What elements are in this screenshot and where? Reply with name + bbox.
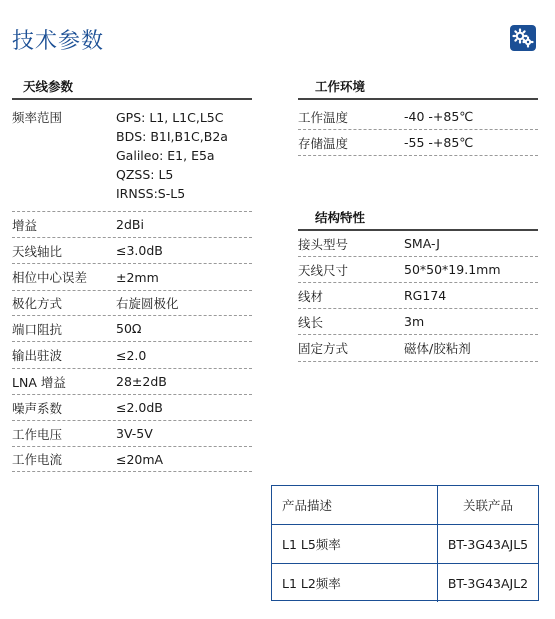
table-row (298, 335, 538, 362)
param-value (116, 319, 252, 338)
param-value (116, 294, 252, 313)
param-value: -55 -+85℃ (404, 135, 474, 150)
product-description: L1 L2频率 (272, 564, 438, 603)
antenna-section-heading: 天线参数 (23, 79, 74, 94)
param-name: 存储温度 (298, 135, 349, 151)
table-row (12, 102, 252, 212)
products-header-related: 关联产品 (438, 486, 539, 525)
param-value-line: ≤2.0 (116, 347, 147, 363)
product-model: BT-3G43AJL5 (438, 525, 539, 564)
table-row (298, 309, 538, 335)
param-value-line: 2dBi (116, 217, 144, 232)
param-value-line: ≤3.0dB (116, 243, 163, 258)
table-row (12, 342, 252, 369)
param-value (116, 346, 252, 365)
antenna-params-table (12, 102, 252, 472)
param-value-line: GPS: L1, L1C,L5C (116, 110, 224, 125)
table-row (298, 104, 538, 130)
table-row (12, 369, 252, 395)
param-name: 工作温度 (298, 109, 349, 125)
table-row (12, 316, 252, 342)
param-value-line: 3V-5V (116, 426, 153, 441)
settings-gears-icon (510, 25, 536, 51)
param-name: 固定方式 (298, 341, 349, 356)
param-value-line: ±2mm (116, 269, 159, 285)
table-row (12, 447, 252, 472)
table-row (12, 421, 252, 447)
environment-table (298, 104, 538, 156)
param-value (116, 215, 252, 234)
table-row (12, 264, 252, 291)
param-name: 端口阻抗 (12, 321, 63, 337)
antenna-heading-rule (12, 98, 252, 100)
products-header-row (272, 486, 538, 525)
product-description: L1 L5频率 (272, 525, 438, 564)
param-value-line: 右旋圆极化 (116, 295, 179, 311)
param-value (116, 372, 252, 391)
param-value: 3m (404, 314, 425, 329)
structure-table (298, 231, 538, 362)
param-value: -40 -+85℃ (404, 109, 474, 124)
param-name: 天线轴比 (12, 243, 63, 259)
param-name: 线材 (298, 288, 324, 304)
param-name: 接头型号 (298, 236, 349, 252)
environment-section-heading: 工作环境 (315, 79, 366, 94)
structure-section-heading: 结构特性 (315, 210, 366, 225)
param-value: 50*50*19.1mm (404, 262, 501, 277)
table-row (12, 212, 252, 238)
param-value-line: ≤20mA (116, 451, 164, 467)
product-model: BT-3G43AJL2 (447, 575, 529, 591)
param-name: 线长 (298, 314, 324, 330)
related-products-table (271, 485, 539, 601)
param-value: SMA-J (404, 236, 440, 251)
table-row (12, 238, 252, 264)
param-name: 输出驻波 (12, 348, 63, 363)
param-value (116, 450, 252, 469)
param-value-line: IRNSS:S-L5 (116, 186, 186, 201)
products-header-description: 产品描述 (272, 486, 438, 525)
param-name: 天线尺寸 (298, 262, 349, 278)
param-value: 磁体/胶粘剂 (404, 341, 471, 356)
table-row (12, 395, 252, 421)
table-row (298, 130, 538, 156)
param-name: 相位中心误差 (12, 270, 88, 285)
param-name: 工作电压 (12, 426, 63, 442)
table-row (272, 525, 538, 564)
param-value (116, 241, 252, 260)
param-name: 增益 (12, 217, 38, 233)
param-value: RG174 (404, 288, 447, 303)
table-row (12, 291, 252, 316)
param-value-line: BDS: B1I,B1C,B2a (116, 129, 228, 144)
param-value-line: QZSS: L5 (116, 167, 174, 182)
param-value-line: 28±2dB (116, 374, 167, 389)
param-value-line: ≤2.0dB (116, 400, 163, 415)
param-value (116, 398, 252, 417)
environment-heading-rule (298, 98, 538, 100)
param-value (116, 108, 252, 203)
param-value-line: 50Ω (116, 321, 142, 336)
table-row (298, 283, 538, 309)
param-name: 频率范围 (12, 110, 63, 125)
table-row (298, 231, 538, 257)
param-name: 工作电流 (12, 452, 63, 467)
param-value (116, 268, 252, 287)
param-value-line: Galileo: E1, E5a (116, 148, 215, 163)
param-name: 噪声系数 (12, 400, 63, 416)
table-row (298, 257, 538, 283)
param-name: LNA 增益 (12, 374, 66, 390)
table-row (272, 564, 538, 603)
param-name: 极化方式 (12, 296, 63, 311)
param-value (116, 424, 252, 443)
page-title: 技术参数 (12, 29, 105, 54)
